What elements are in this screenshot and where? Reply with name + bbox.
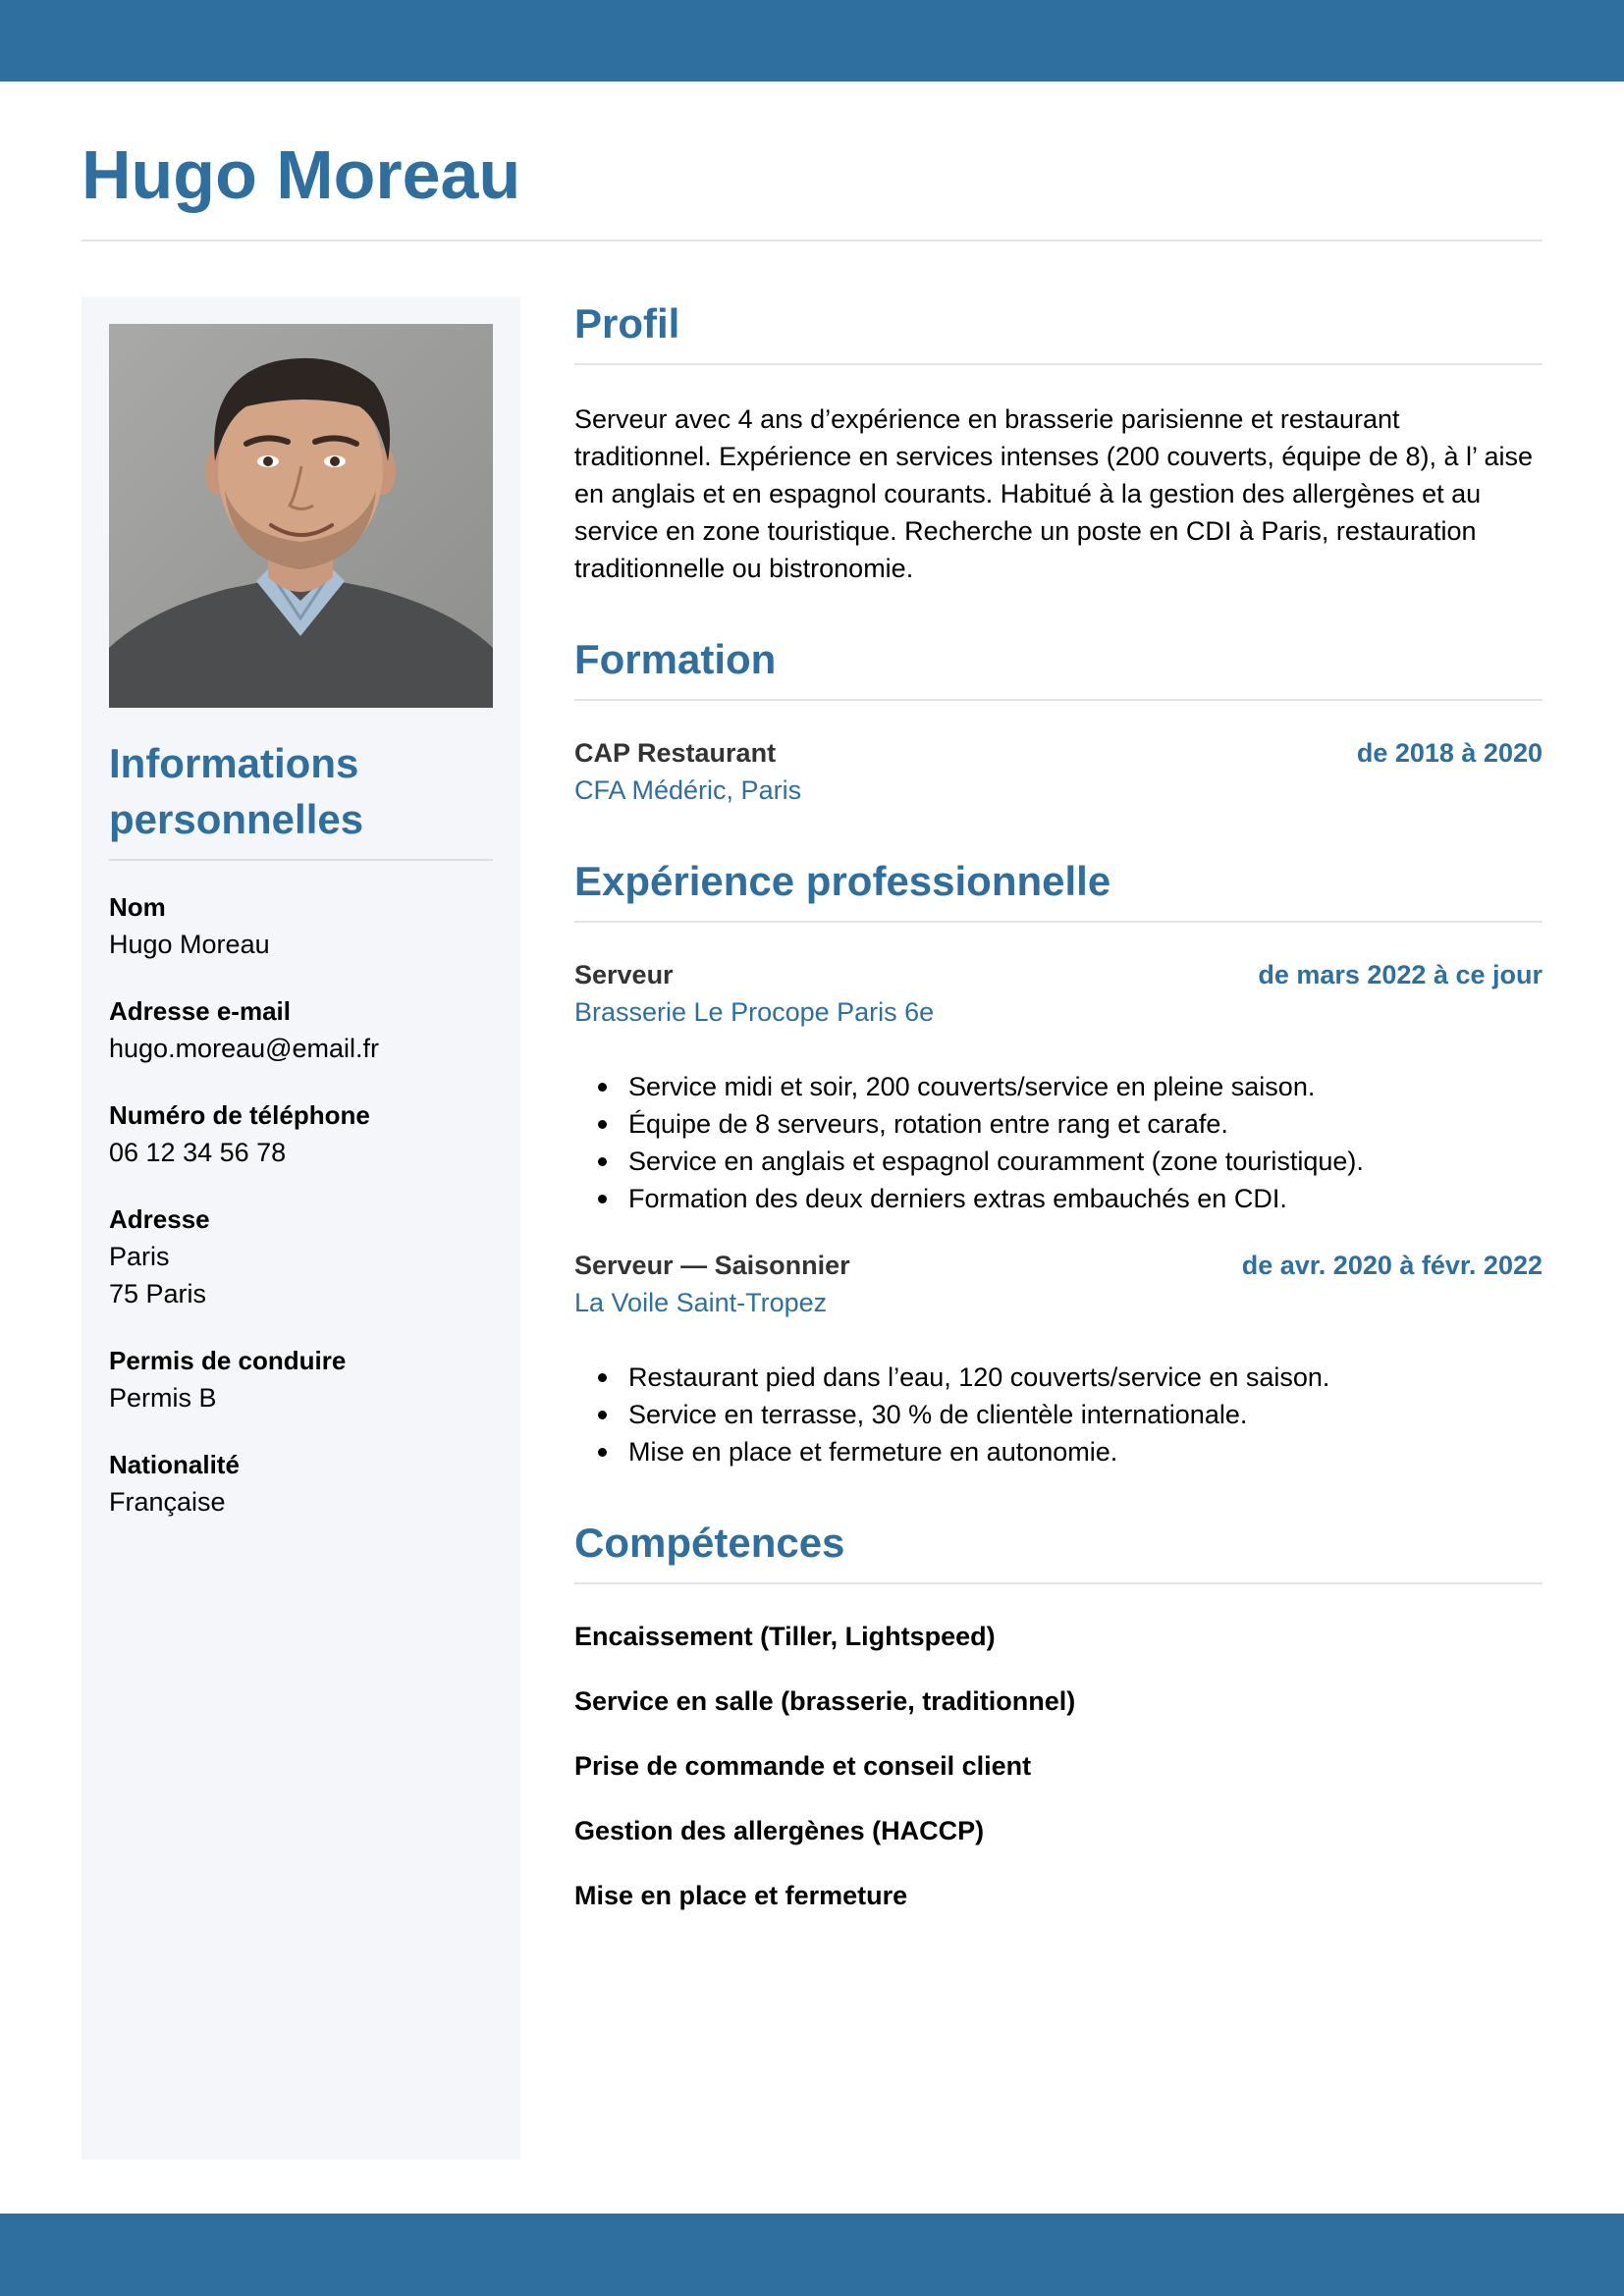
entry-date: de 2018 à 2020 bbox=[1356, 738, 1543, 768]
skill-item: Mise en place et fermeture bbox=[574, 1881, 908, 1910]
skills-section bbox=[574, 1514, 1543, 1914]
bullet-item: Service en anglais et espagnol couramment (zone touristique). bbox=[574, 1143, 1543, 1180]
section-title: Profil bbox=[574, 300, 680, 347]
bullet-item: Mise en place et fermeture en autonomie. bbox=[574, 1433, 1543, 1470]
education-entry bbox=[574, 734, 1543, 809]
info-value: Française bbox=[109, 1487, 226, 1517]
bullet-item: Équipe de 8 serveurs, rotation entre rang et carafe. bbox=[574, 1105, 1543, 1143]
entry-date: de avr. 2020 à févr. 2022 bbox=[1241, 1251, 1543, 1280]
entry-organization: La Voile Saint-Tropez bbox=[574, 1288, 828, 1317]
skill-item: Gestion des allergènes (HACCP) bbox=[574, 1816, 985, 1845]
bullet-item: Service en terrasse, 30 % de clientèle internationale. bbox=[574, 1396, 1543, 1433]
bottom-banner bbox=[0, 2214, 1624, 2296]
portrait-illustration bbox=[109, 324, 493, 708]
bullet-item: Restaurant pied dans l’eau, 120 couverts/service en saison. bbox=[574, 1359, 1543, 1396]
info-value: 75 Paris bbox=[109, 1279, 207, 1308]
education-section bbox=[574, 630, 1543, 809]
entry-organization: Brasserie Le Procope Paris 6e bbox=[574, 997, 935, 1027]
section-divider bbox=[574, 363, 1543, 365]
section-divider bbox=[574, 921, 1543, 923]
entry-bullets bbox=[574, 1068, 1543, 1217]
name-divider bbox=[81, 240, 1543, 241]
bullet-item: Formation des deux derniers extras embauchés en CDI. bbox=[574, 1180, 1543, 1217]
personal-info-list bbox=[109, 888, 493, 1521]
info-value: hugo.moreau@email.fr bbox=[109, 1034, 380, 1063]
candidate-name: Hugo Moreau bbox=[81, 136, 521, 213]
entry-organization: CFA Médéric, Paris bbox=[574, 775, 802, 805]
section-title: Formation bbox=[574, 636, 777, 682]
info-value: 06 12 34 56 78 bbox=[109, 1138, 287, 1167]
personal-info-divider bbox=[109, 859, 493, 861]
info-label: Adresse bbox=[109, 1204, 210, 1234]
experience-entry bbox=[574, 1247, 1543, 1470]
main-content bbox=[574, 294, 1543, 1942]
info-label: Numéro de téléphone bbox=[109, 1100, 370, 1130]
info-label: Permis de conduire bbox=[109, 1346, 347, 1375]
section-title: Expérience professionnelle bbox=[574, 858, 1111, 904]
info-label: Nationalité bbox=[109, 1450, 240, 1479]
info-phone bbox=[109, 1096, 493, 1171]
experience-entry bbox=[574, 956, 1543, 1217]
info-label: Nom bbox=[109, 892, 166, 922]
sidebar bbox=[81, 296, 520, 2160]
skill-item: Service en salle (brasserie, traditionnel) bbox=[574, 1686, 1076, 1716]
skills-list bbox=[574, 1618, 1543, 1914]
profile-photo bbox=[109, 324, 493, 708]
section-title: Compétences bbox=[574, 1520, 845, 1566]
skill-item: Prise de commande et conseil client bbox=[574, 1751, 1032, 1781]
info-value: Permis B bbox=[109, 1383, 217, 1413]
section-divider bbox=[574, 1582, 1543, 1584]
info-license bbox=[109, 1342, 493, 1416]
info-label: Adresse e-mail bbox=[109, 996, 291, 1026]
entry-date: de mars 2022 à ce jour bbox=[1258, 960, 1543, 989]
info-value: Hugo Moreau bbox=[109, 930, 270, 959]
profile-section bbox=[574, 294, 1543, 587]
experience-section bbox=[574, 852, 1543, 1470]
entry-header bbox=[574, 734, 1543, 772]
profile-summary: Serveur avec 4 ans d’expérience en brasserie parisienne et restaurant traditionnel. Expérience en services intenses (200 couverts, équipe de 8), à l’ aise en anglais et en espagnol courants. Habitué à la gestion des allergènes et au service en zone touristique. Recherche un poste en CDI à Paris, restauration traditionnelle ou bistronomie. bbox=[574, 404, 1534, 583]
skill-item: Encaissement (Tiller, Lightspeed) bbox=[574, 1622, 996, 1651]
personal-info-title: Informations personnelles bbox=[109, 740, 364, 842]
info-nationality bbox=[109, 1446, 493, 1521]
entry-title: Serveur bbox=[574, 960, 674, 989]
entry-header bbox=[574, 1247, 1543, 1284]
section-divider bbox=[574, 699, 1543, 701]
entry-bullets bbox=[574, 1359, 1543, 1470]
info-address bbox=[109, 1201, 493, 1312]
entry-header bbox=[574, 956, 1543, 993]
entry-title: CAP Restaurant bbox=[574, 738, 777, 768]
info-name bbox=[109, 888, 493, 963]
top-banner bbox=[0, 0, 1624, 81]
bullet-item: Service midi et soir, 200 couverts/service en pleine saison. bbox=[574, 1068, 1543, 1105]
info-email bbox=[109, 992, 493, 1067]
entry-title: Serveur — Saisonnier bbox=[574, 1251, 850, 1280]
info-value: Paris bbox=[109, 1242, 170, 1271]
